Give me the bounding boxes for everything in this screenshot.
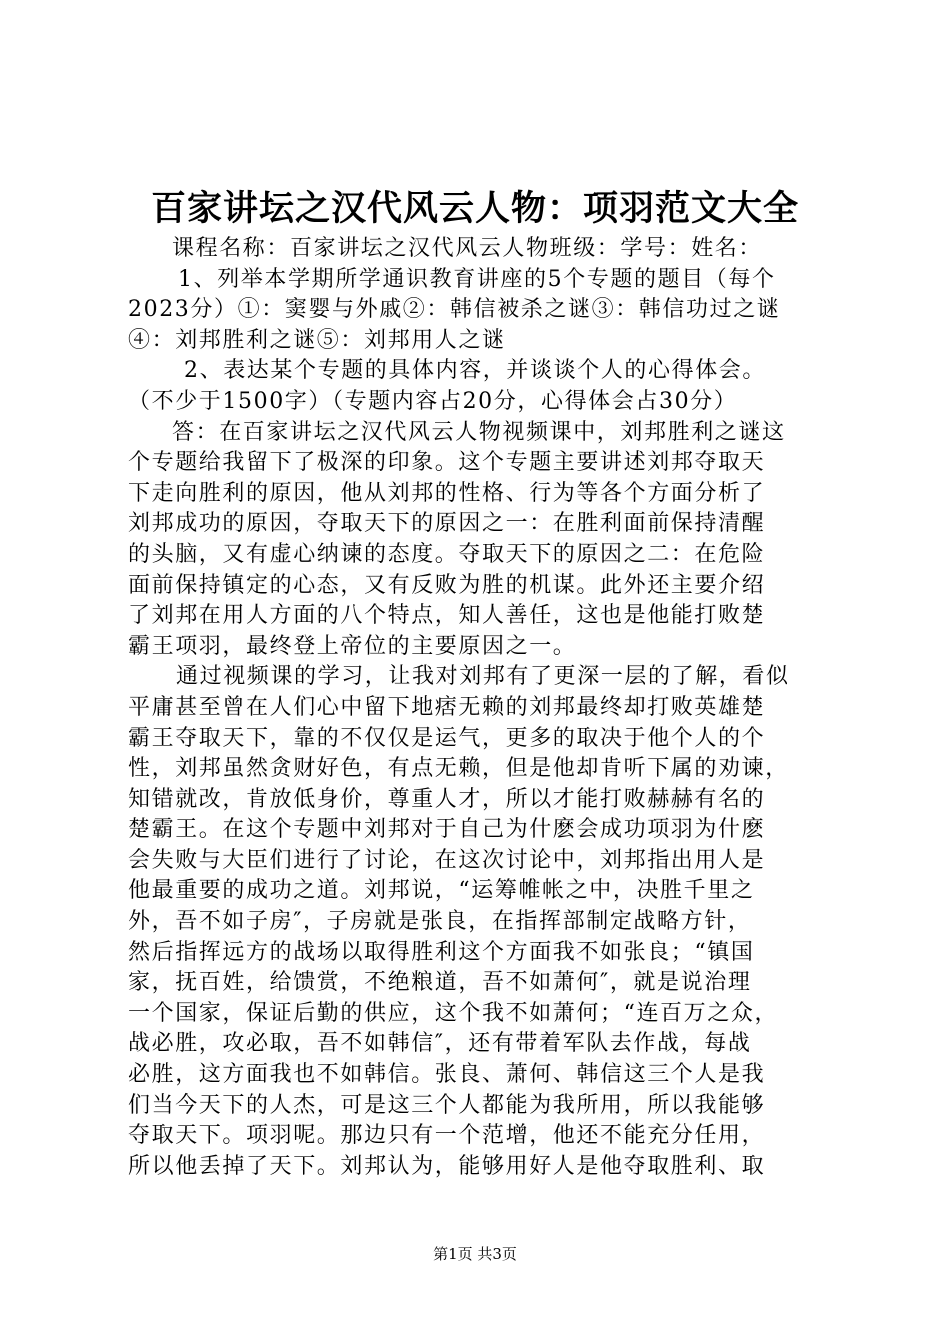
document-body xyxy=(128,234,834,1182)
text-line: 刘邦成功的原因，夺取天下的原因之一：在胜利面前保持清醒 xyxy=(128,511,766,537)
text-line: ④：刘邦胜利之谜⑤：刘邦用人之谜 xyxy=(128,327,506,353)
text-line: 们当今天下的人杰，可是这三个人都能为我所用，所以我能够 xyxy=(128,1092,766,1118)
text-line: 了刘邦在用人方面的八个特点，知人善任，这也是他能打败楚 xyxy=(128,603,766,629)
text-line: 楚霸王。在这个专题中刘邦对于自己为什麽会成功项羽为什麽 xyxy=(128,817,766,843)
page-footer: 第1页 共3页 xyxy=(433,1245,517,1263)
text-line: 一个国家，保证后勤的供应，这个我不如萧何；“连百万之众， xyxy=(128,1000,779,1026)
text-line: 必胜，这方面我也不如韩信。张良、萧何、韩信这三个人是我 xyxy=(128,1062,766,1088)
text-line: （不少于1500字）（专题内容占20分，心得体会占30分） xyxy=(128,388,738,414)
text-line: 2023分）①：窦婴与外戚②：韩信被杀之谜③：韩信功过之谜 xyxy=(128,297,781,323)
text-line: 2、表达某个专题的具体内容，并谈谈个人的心得体会。 xyxy=(184,358,766,384)
text-line: 个专题给我留下了极深的印象。这个专题主要讲述刘邦夺取天 xyxy=(128,450,766,476)
text-line: 所以他丢掉了天下。刘邦认为，能够用好人是他夺取胜利、取 xyxy=(128,1153,766,1179)
text-line: 夺取天下。项羽呢。那边只有一个范增，他还不能充分任用， xyxy=(128,1123,766,1149)
text-line: 答：在百家讲坛之汉代风云人物视频课中，刘邦胜利之谜这 xyxy=(172,419,786,445)
text-line: 通过视频课的学习，让我对刘邦有了更深一层的了解，看似 xyxy=(176,664,790,690)
text-line: 知错就改，肯放低身价，尊重人才，所以才能打败赫赫有名的 xyxy=(128,786,766,812)
text-line: 霸王项羽，最终登上帝位的主要原因之一。 xyxy=(128,633,577,659)
text-line: 课程名称：百家讲坛之汉代风云人物班级：学号：姓名： xyxy=(172,236,763,261)
text-line: 1、列举本学期所学通识教育讲座的5个专题的题目（每个 xyxy=(178,266,776,292)
text-line: 他最重要的成功之道。刘邦说，“运筹帷帐之中，决胜千里之 xyxy=(128,878,755,904)
text-line: 面前保持镇定的心态，又有反败为胜的机谋。此外还主要介绍 xyxy=(128,572,766,598)
text-line: 性，刘邦虽然贪财好色，有点无赖，但是他却肯听下属的劝谏， xyxy=(128,756,789,782)
text-line: 战必胜，攻必取，吾不如韩信″，还有带着军队去作战，每战 xyxy=(128,1031,752,1057)
text-line: 霸王夺取天下，靠的不仅仅是运气，更多的取决于他个人的个 xyxy=(128,725,766,751)
text-line: 会失败与大臣们进行了讨论，在这次讨论中，刘邦指出用人是 xyxy=(128,847,766,873)
text-line: 家，抚百姓，给馈赏，不绝粮道，吾不如萧何″，就是说治理 xyxy=(128,970,752,996)
text-line: 平庸甚至曾在人们心中留下地痞无赖的刘邦最终却打败英雄楚 xyxy=(128,694,766,720)
text-line: 的头脑，又有虚心纳谏的态度。夺取天下的原因之二：在危险 xyxy=(128,541,766,567)
text-line: 外，吾不如子房″，子房就是张良，在指挥部制定战略方针， xyxy=(128,909,752,935)
text-line: 下走向胜利的原因，他从刘邦的性格、行为等各个方面分析了 xyxy=(128,480,766,506)
text-line: 然后指挥远方的战场以取得胜利这个方面我不如张良；“镇国 xyxy=(128,939,755,965)
document-title: 百家讲坛之汉代风云人物：项羽范文大全 xyxy=(150,188,799,229)
